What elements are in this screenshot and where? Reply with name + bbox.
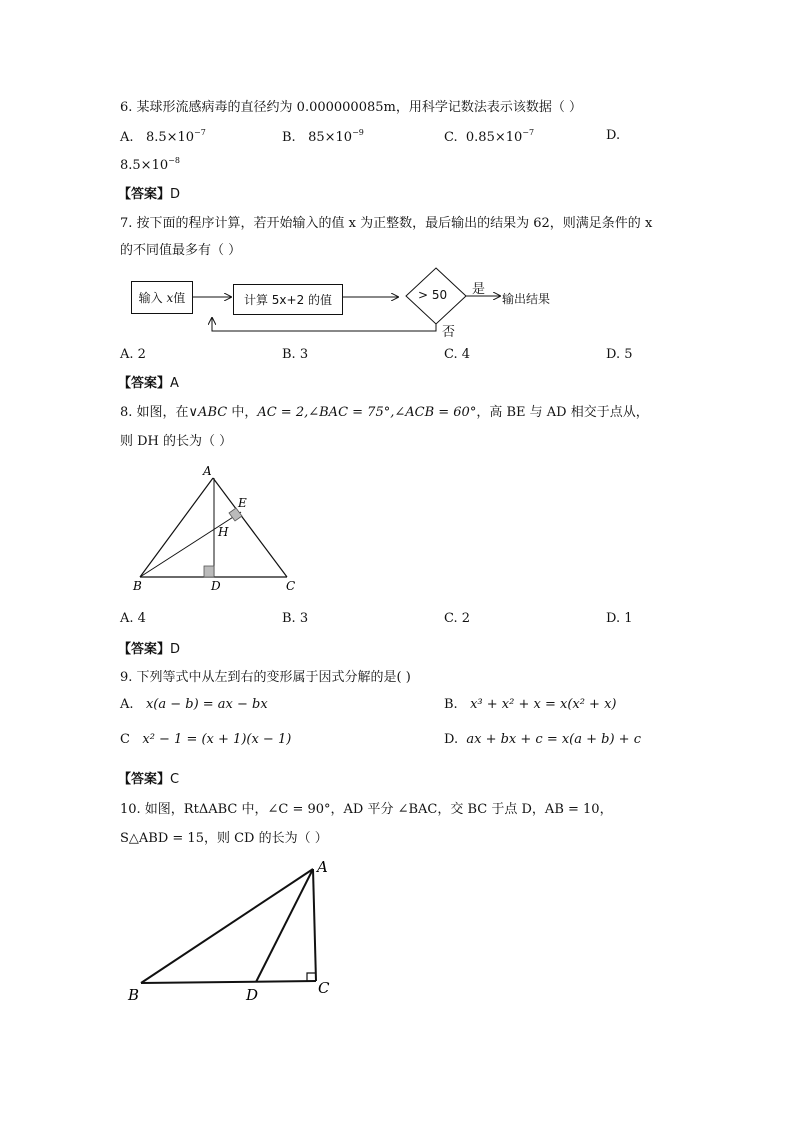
flow-condition-label: > 50: [418, 288, 448, 302]
option-label: C.: [444, 130, 458, 145]
answer-value: A: [170, 376, 179, 391]
label-d: D: [211, 579, 221, 593]
q8-stem-line2: 则 DH 的长为（ ）: [120, 434, 233, 449]
option-value: x³ + x² + x = x(x² + x): [470, 697, 617, 712]
label-h: H: [218, 525, 229, 539]
q7-stem-line1: 7. 按下面的程序计算，若开始输入的值 x 为正整数，最后输出的结果为 62，则满足条件的 x: [120, 216, 653, 231]
option-value: x(a − b) = ax − bx: [145, 697, 268, 712]
option-value: x² − 1 = (x + 1)(x − 1): [142, 732, 292, 747]
option-value: 0.85×10: [465, 130, 523, 145]
q10-stem-line2: S△ABD = 15，则 CD 的长为（ ）: [120, 831, 328, 846]
option-label: C: [120, 732, 130, 747]
option-exponent: −7: [522, 128, 535, 137]
q8-stem-mid: 中，: [227, 405, 258, 420]
q8-option-b: B. 3: [282, 611, 309, 626]
answer-value: D: [170, 187, 181, 202]
label-b: B: [133, 579, 142, 593]
q8-option-d: D. 1: [606, 611, 633, 626]
q7-option-b: B. 3: [282, 347, 309, 362]
q8-stem-tail: ，高 BE 与 AD 相交于点从，: [476, 405, 649, 420]
q8-stem-prefix: 8. 如图，在: [120, 405, 189, 420]
flow-input-var: x: [166, 290, 174, 305]
q8-conditions: AC = 2,∠BAC = 75°,∠ACB = 60°: [257, 405, 477, 420]
label-c: C: [286, 579, 296, 593]
q7-option-c: C. 4: [444, 347, 471, 362]
q9-stem: 9. 下列等式中从左到右的变形属于因式分解的是( ): [120, 670, 411, 685]
option-value: 8.5×10: [145, 130, 195, 145]
option-value: 8.5×10: [120, 158, 169, 173]
answer-value: C: [170, 772, 180, 787]
label-c: C: [318, 979, 330, 997]
q6-stem: 6. 某球形流感病毒的直径约为 0.000000085m，用科学记数法表示该数据（ ）: [120, 100, 582, 115]
option-label: B.: [282, 130, 296, 145]
option-exponent: −7: [194, 128, 206, 137]
option-label: B.: [444, 697, 458, 712]
answer-tag: 【答案】: [118, 642, 171, 657]
q7-option-d: D. 5: [606, 347, 633, 362]
q7-option-a: A. 2: [120, 347, 146, 362]
flow-input-label: 输入: [138, 291, 163, 305]
label-e: E: [238, 496, 247, 510]
answer-tag: 【答案】: [118, 376, 171, 391]
flow-input-suffix: 值: [173, 291, 186, 305]
q8-option-a: A. 4: [120, 611, 146, 626]
label-a: A: [203, 464, 212, 478]
option-exponent: −9: [352, 128, 364, 137]
q8-triangle: ∨ABC: [188, 405, 228, 420]
option-label: A.: [120, 697, 134, 712]
q7-stem-line2: 的不同值最多有（ ）: [120, 243, 242, 258]
answer-tag: 【答案】: [118, 772, 171, 787]
option-label: D.: [444, 732, 459, 747]
answer-tag: 【答案】: [118, 187, 171, 202]
answer-value: D: [170, 642, 181, 657]
flow-output-label: 输出结果: [502, 292, 551, 306]
option-label: A.: [120, 130, 134, 145]
label-a: A: [317, 858, 328, 876]
option-exponent: −8: [168, 156, 180, 165]
q10-stem-line1: 10. 如图，RtΔABC 中，∠C = 90°，AD 平分 ∠BAC，交 BC 于点 D，AB = 10，: [120, 802, 613, 817]
flow-compute-box: 计算 5x+2 的值: [233, 284, 343, 315]
label-d: D: [246, 986, 259, 1004]
option-value: ax + bx + c = x(a + b) + c: [466, 732, 641, 747]
q6-option-d-label: D.: [606, 128, 621, 143]
flow-no-label: 否: [442, 325, 456, 340]
option-value: 85×10: [308, 130, 353, 145]
q8-option-c: C. 2: [444, 611, 471, 626]
flow-yes-label: 是: [472, 282, 486, 297]
label-b: B: [128, 986, 140, 1004]
